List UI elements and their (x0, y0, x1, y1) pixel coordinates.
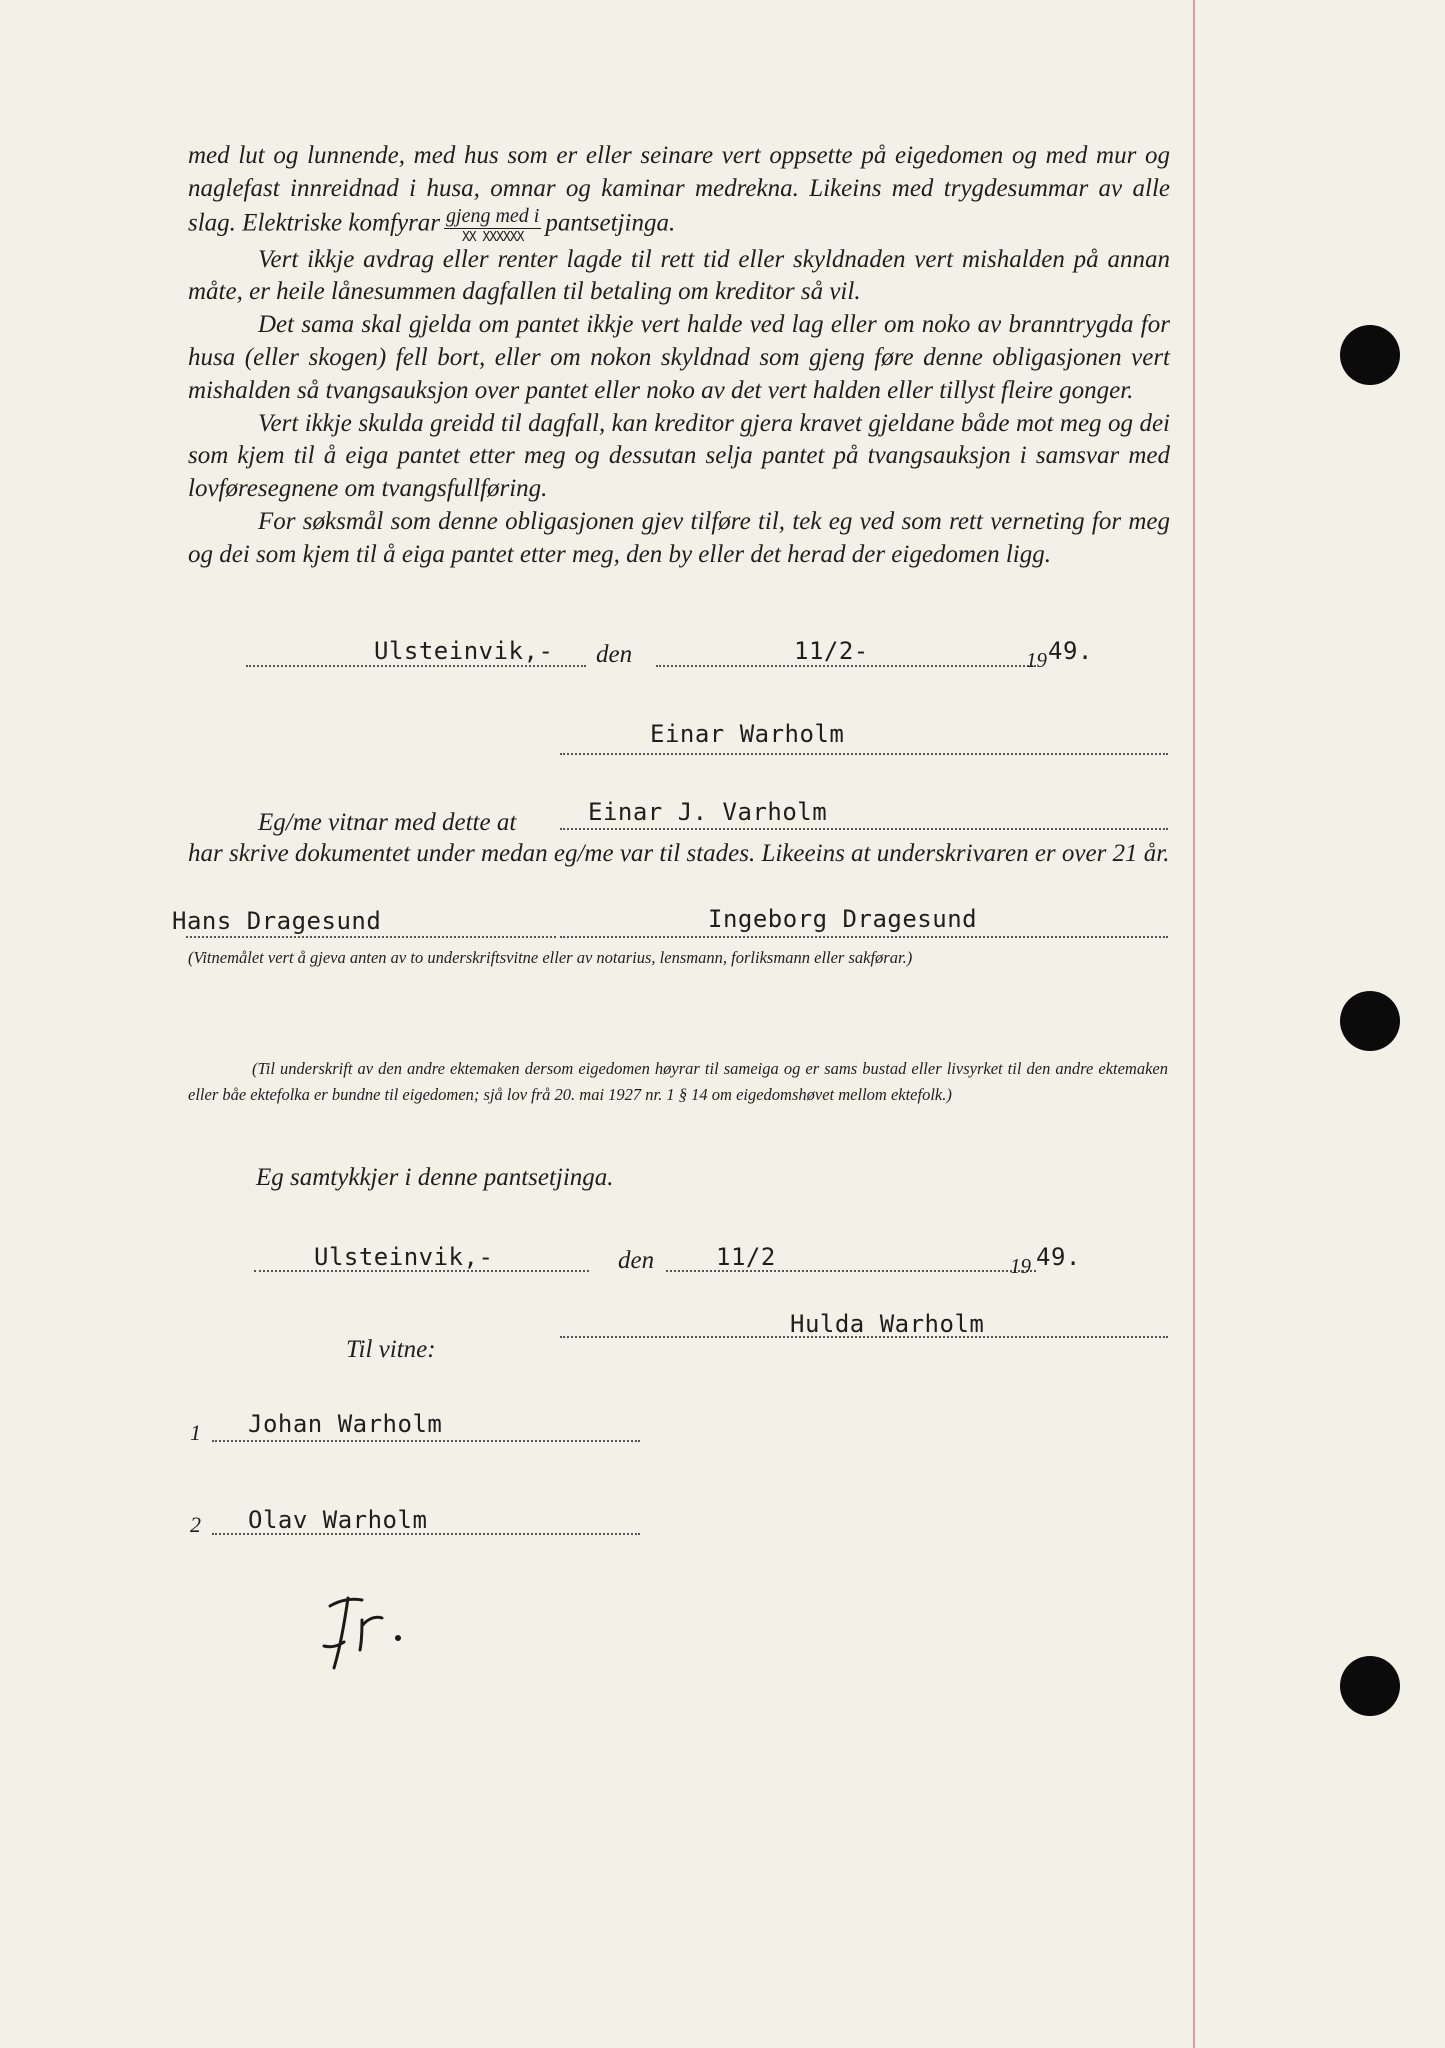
signature-line (560, 753, 1168, 755)
terms-paragraph: Vert ikkje skulda greidd til dagfall, kan kreditor gjera kravet gjeldane både mot meg og dei som kjem til å eiga pantet etter meg og dessutan selja pantet på tvangsauksjon i samsvar med lovføresegnene om tvangsfullføring. (188, 409, 1170, 503)
witness-number: 2 (190, 1512, 201, 1537)
terms-paragraph: med lut og lunnende, med hus som er eller seinare vert oppsette på eigedomen og med mur og naglefast innreidnad i husa, omnar og kaminar medrekna. Likeins med trygdesummar av alle slag. Elektriske komfyrar $\frac{\text{gjeng med i}}{\text{XX XXXXXX}}$ pantsetjinga. (188, 142, 1170, 245)
punch-hole (1340, 1656, 1400, 1716)
spouse-signature: Hulda Warholm (790, 1310, 985, 1338)
terms-paragraph: For søksmål som denne obligasjonen gjev tilføre til, tek eg ved som rett verneting for meg og dei som kjem til å eiga pantet etter meg, den by eller det herad der eigedomen ligg. (188, 507, 1170, 568)
witness-intro: Eg/me vitnar med dette at (258, 809, 517, 836)
witness-line (186, 936, 556, 938)
consent-statement: Eg samtykkjer i denne pantsetjinga. (256, 1164, 614, 1191)
witness-note: (Vitnemålet vert å gjeva anten av to underskriftsvitne eller av notarius, lensmann, forliksmann eller sakførar.) (188, 948, 913, 967)
year: 49. (1036, 1243, 1081, 1271)
witness-entry-line (212, 1533, 640, 1535)
margin-line (1193, 0, 1195, 2048)
witness-signature: Hans Dragesund (172, 907, 382, 935)
handwritten-initials (318, 1586, 428, 1687)
terms-paragraph: Det sama skal gjelda om pantet ikkje vert halde ved lag eller om noko av branntrygda for husa (eller skogen) fell bort, eller om nokon skyldnad som gjeng føre denne obligasjonen vert mishalden så tvangsauksjon over pantet eller noko av det vert halden eller tillyst fleire gonger. (188, 311, 1170, 404)
place-line (246, 665, 586, 667)
witness-entry-name: Johan Warholm (248, 1410, 443, 1438)
witnessed-name-line (560, 828, 1168, 830)
year-prefix: 19 (1010, 1254, 1031, 1278)
witness-line (560, 936, 1168, 938)
witness-entry-name: Olav Warholm (248, 1506, 428, 1534)
den-label: den (596, 641, 633, 668)
punch-hole (1340, 991, 1400, 1051)
til-vitne-label: Til vitne: (346, 1336, 436, 1363)
year-prefix: 19 (1026, 648, 1047, 672)
place: Ulsteinvik,- (314, 1243, 494, 1271)
date: 11/2 (716, 1243, 776, 1271)
witness-entry-line (212, 1440, 640, 1442)
date-line (656, 665, 1036, 667)
witness-text: har skrive dokumentet under medan eg/me var til stades. Likeeins at underskrivaren er over 21 år. (188, 840, 1170, 867)
spouse-signature-line (560, 1336, 1168, 1338)
spouse-note: (Til underskrift av den andre ektemaken dersom eigedomen høyrar til sameiga og er sams bustad eller livsyrket til den andre ektemaken eller båe ektefolka er bundne til eigedomen; sjå lov frå 20. mai 1927 nr. 1 § 14 om eigedomshøvet mellom ektefolk.) (188, 1059, 1168, 1104)
witness-number: 1 (190, 1420, 201, 1445)
mortgage-terms (188, 140, 1170, 572)
witness-signature: Ingeborg Dragesund (708, 905, 978, 933)
year: 49. (1048, 637, 1093, 665)
terms-paragraph: Vert ikkje avdrag eller renter lagde til rett tid eller skyldnaden vert mishalden på annan måte, er heile lånesummen dagfallen til betaling om kreditor så vil. (188, 245, 1170, 306)
initials-text: Jr. (318, 1686, 320, 1687)
witnessed-name: Einar J. Varholm (588, 798, 828, 826)
den-label: den (618, 1247, 655, 1274)
signature-name: Einar Warholm (650, 720, 845, 748)
punch-hole (1340, 325, 1400, 385)
date: 11/2- (794, 637, 869, 665)
handwritten-insert: $\frac{\text{gjeng med i}}{\text{XX XXXXXX}}$ (446, 204, 540, 245)
place: Ulsteinvik,- (374, 637, 554, 665)
